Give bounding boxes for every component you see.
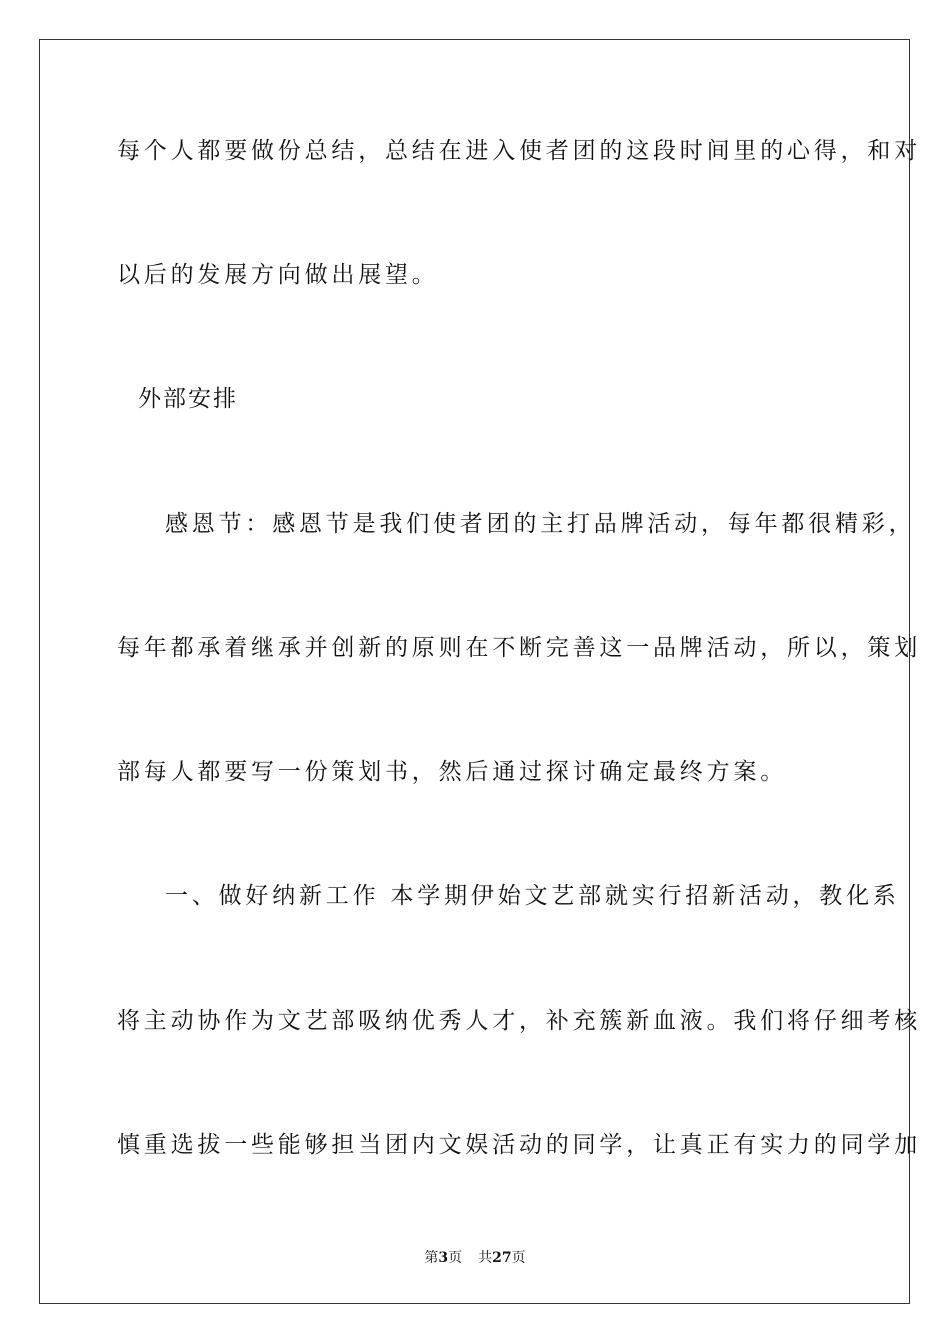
page-number: 3	[438, 1250, 449, 1266]
body-text-line-3: 感恩节：感恩节是我们使者团的主打品牌活动，每年都很精彩，	[165, 511, 916, 537]
total-suffix: 页	[511, 1250, 526, 1266]
section-heading: 外部安排	[138, 386, 238, 412]
body-text-line-1: 每个人都要做份总结，总结在进入使者团的这段时间里的心得，和对	[117, 138, 921, 164]
body-text-line-4: 每年都承着继承并创新的原则在不断完善这一品牌活动，所以，策划	[117, 635, 921, 661]
body-text-line-2: 以后的发展方向做出展望。	[117, 262, 439, 288]
page-suffix: 页	[448, 1250, 463, 1266]
page-border	[39, 39, 921, 1304]
body-text-line-8: 慎重选拔一些能够担当团内文娱活动的同学，让真正有实力的同学加	[117, 1132, 921, 1158]
body-text-line-7: 将主动协作为文艺部吸纳优秀人才，补充簇新血液。我们将仔细考核	[117, 1008, 921, 1034]
page-footer	[0, 1249, 950, 1267]
total-pages: 27	[492, 1250, 512, 1266]
body-text-line-5: 部每人都要写一份策划书，然后通过探讨确定最终方案。	[117, 759, 787, 785]
total-prefix: 共	[478, 1250, 493, 1266]
body-text-line-6: 一、做好纳新工作 本学期伊始文艺部就实行招新活动，教化系	[165, 883, 900, 909]
page-prefix: 第	[424, 1250, 439, 1266]
